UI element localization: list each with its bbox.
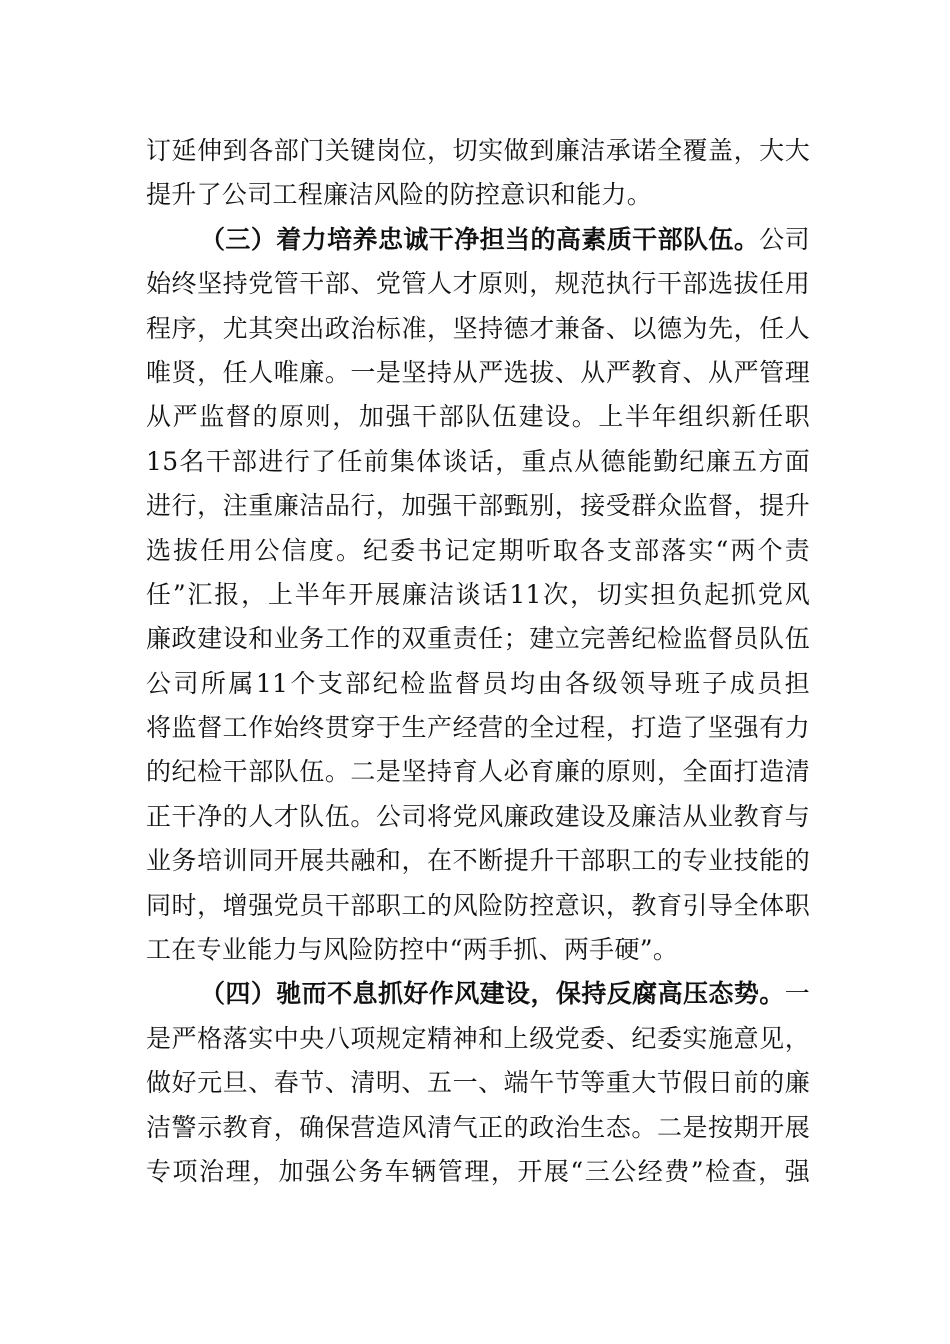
paragraph-line: 任”汇报，上半年开展廉洁谈话11次，切实担负起抓党风 — [146, 579, 810, 609]
paragraph-line: 的纪检干部队伍。二是坚持育人必育廉的原则，全面打造清 — [146, 757, 810, 787]
paragraph-line: 廉政建设和业务工作的双重责任；建立完善纪检监督员队伍 — [146, 624, 810, 654]
paragraph-line: 公司所属11个支部纪检监督员均由各级领导班子成员担 — [146, 668, 810, 698]
paragraph-line: 订延伸到各部门关键岗位，切实做到廉洁承诺全覆盖，大大 — [146, 136, 810, 165]
paragraph-text: 一 — [784, 979, 810, 1009]
paragraph-line: 是严格落实中央八项规定精神和上级党委、纪委实施意见， — [146, 1023, 810, 1053]
paragraph-line: 工在专业能力与风险防控中“两手抓、两手硬”。 — [146, 935, 679, 965]
paragraph-line: 业务培训同开展共融和，在不断提升干部职工的专业技能的 — [146, 846, 810, 876]
section-heading-line-4 — [146, 972, 810, 1016]
paragraph-line: 唯贤，任人唯廉。一是坚持从严选拔、从严教育、从严管理 — [146, 357, 810, 387]
paragraph-line: 洁警示教育，确保营造风清气正的政治生态。二是按期开展 — [146, 1112, 810, 1142]
paragraph-line: 专项治理，加强公务车辆管理，开展“三公经费”检查，强 — [146, 1156, 810, 1186]
paragraph-line: 提升了公司工程廉洁风险的防控意识和能力。 — [146, 180, 653, 210]
paragraph-line: 始终坚持党管干部、党管人才原则，规范执行干部选拔任用 — [146, 269, 810, 299]
paragraph-line: 从严监督的原则，加强干部队伍建设。上半年组织新任职 — [146, 402, 810, 432]
body-text — [146, 129, 810, 1194]
paragraph-line: 同时，增强党员干部职工的风险防控意识，教育引导全体职 — [146, 890, 810, 920]
paragraph-line: 将监督工作始终贯穿于生产经营的全过程，打造了坚强有力 — [146, 713, 810, 743]
paragraph-line: 做好元旦、春节、清明、五一、端午节等重大节假日前的廉 — [146, 1068, 810, 1098]
section-heading-3: （三）着力培养忠诚干净担当的高素质干部队伍。 — [200, 224, 760, 254]
paragraph-line: 进行，注重廉洁品行，加强干部甄别，接受群众监督，提升 — [146, 491, 810, 521]
paragraph-line: 正干净的人才队伍。公司将党风廉政建设及廉洁从业教育与 — [146, 801, 810, 831]
paragraph-line: 程序，尤其突出政治标准，坚持德才兼备、以德为先，任人 — [146, 313, 810, 343]
paragraph-text: 公司 — [759, 224, 810, 254]
section-heading-4: （四）驰而不息抓好作风建设，保持反腐高压态势。 — [200, 979, 785, 1009]
section-heading-line-3 — [146, 218, 810, 262]
paragraph-line: 15名干部进行了任前集体谈话，重点从德能勤纪廉五方面 — [146, 446, 810, 476]
paragraph-line: 选拔任用公信度。纪委书记定期听取各支部落实“两个责 — [146, 535, 810, 565]
